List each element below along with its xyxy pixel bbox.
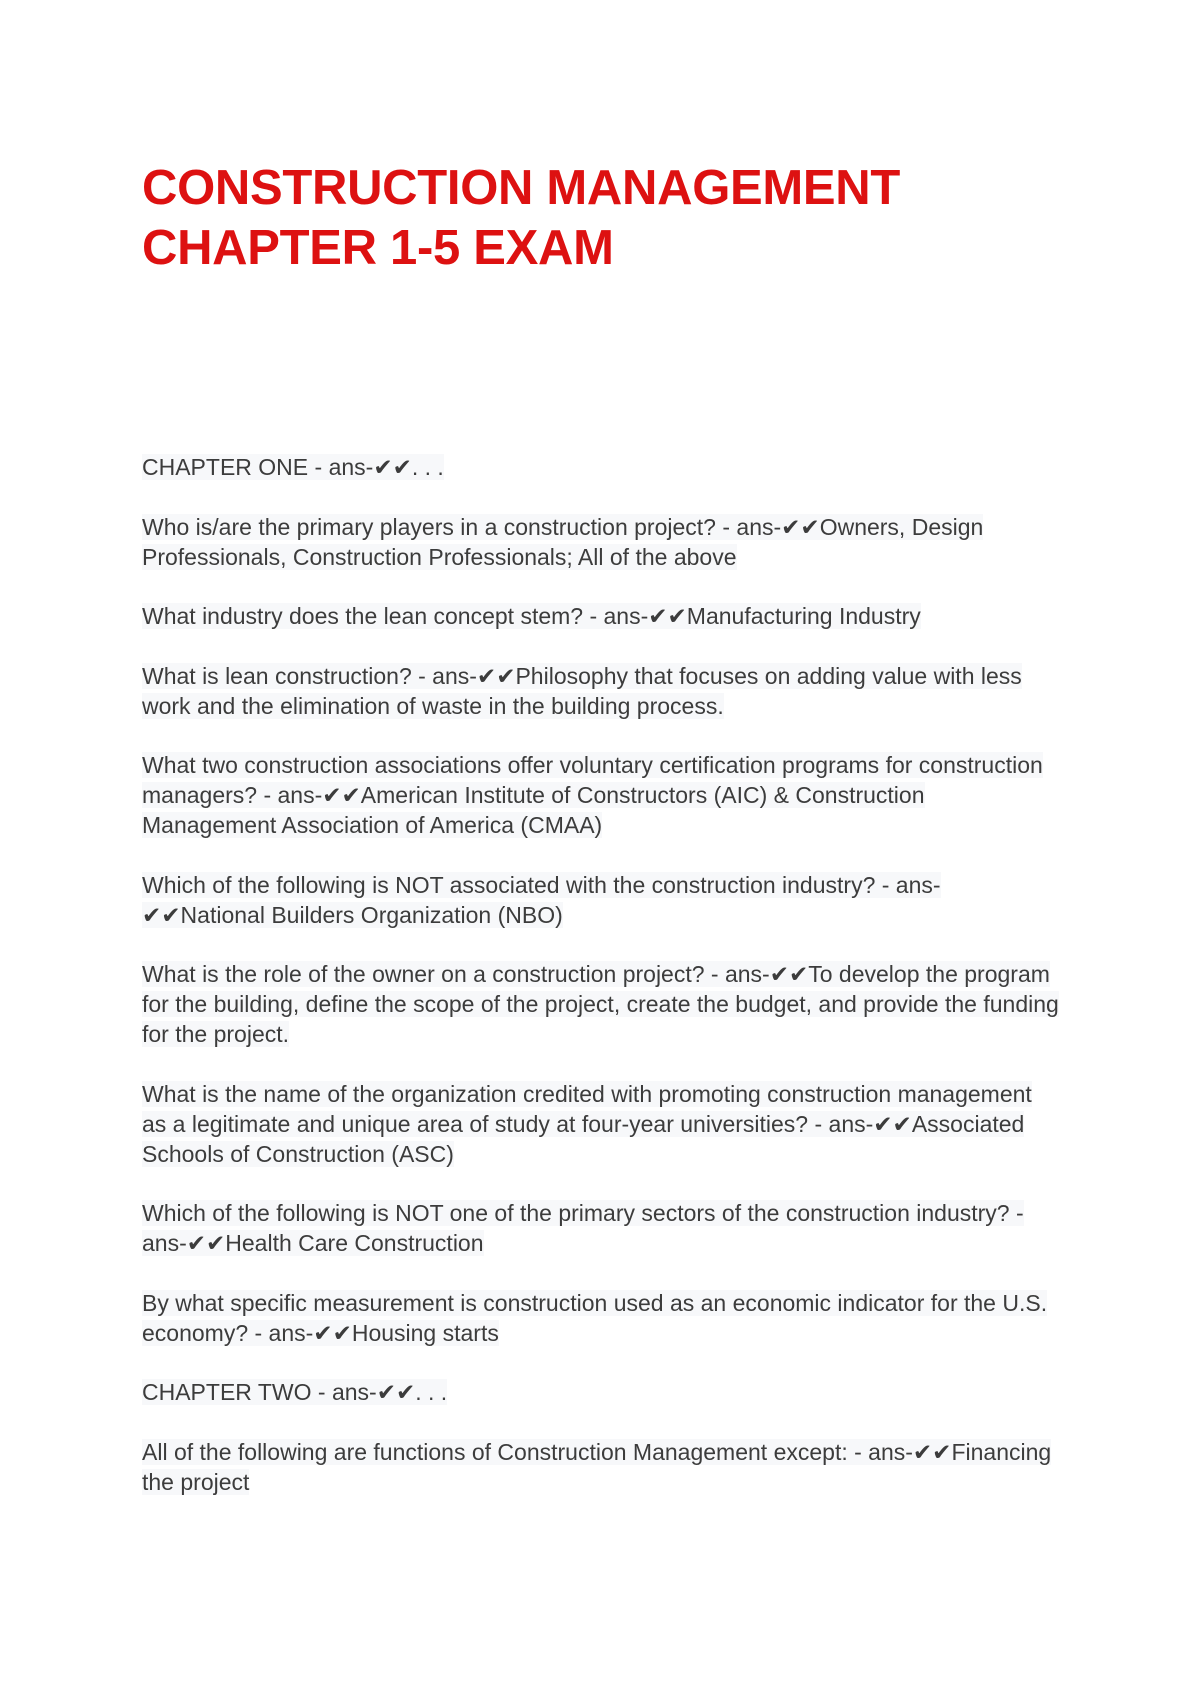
qa-text: What is the name of the organization credited with promoting construction management as a legitimate and unique area of study at four-year universities? - ans-✔✔Associated Schools of Construction (ASC) [142, 1080, 1032, 1167]
chapter-heading-one [142, 452, 1062, 482]
qa-item [142, 601, 1062, 631]
question-answer-list [142, 452, 1062, 1526]
qa-text: All of the following are functions of Construction Management except: - ans-✔✔Financing the project [142, 1438, 1052, 1495]
chapter-heading-two [142, 1377, 1062, 1407]
document-title [142, 158, 1042, 278]
qa-text: Which of the following is NOT associated with the construction industry? - ans-✔✔National Builders Organization (NBO) [142, 871, 941, 928]
qa-text: By what specific measurement is construction used as an economic indicator for the U.S. economy? - ans-✔✔Housing starts [142, 1289, 1048, 1346]
title-line-1: CONSTRUCTION MANAGEMENT [142, 161, 901, 215]
qa-text: What industry does the lean concept stem? - ans-✔✔Manufacturing Industry [142, 603, 921, 629]
qa-text: CHAPTER TWO - ans-✔✔. . . [142, 1379, 448, 1405]
qa-item [142, 661, 1062, 721]
qa-text: What is the role of the owner on a construction project? - ans-✔✔To develop the program for the building, define the scope of the project, create the budget, and provide the funding for the project. [142, 961, 1059, 1047]
qa-item [142, 1288, 1062, 1348]
qa-text: CHAPTER ONE - ans-✔✔. . . [142, 454, 444, 480]
qa-text: What two construction associations offer voluntary certification programs for construction managers? - ans-✔✔American Institute of Constructors (AIC) & Construction Management Association of America (CMAA) [142, 752, 1043, 838]
qa-text: Which of the following is NOT one of the primary sectors of the construction industry? - ans-✔✔Health Care Construction [142, 1200, 1024, 1256]
qa-item [142, 1079, 1062, 1169]
qa-item [142, 1437, 1062, 1497]
qa-item [142, 959, 1062, 1049]
qa-text: What is lean construction? - ans-✔✔Philosophy that focuses on adding value with less work and the elimination of waste in the building process. [142, 662, 1022, 719]
qa-item [142, 1198, 1062, 1258]
qa-item [142, 512, 1062, 572]
qa-item [142, 870, 1062, 930]
qa-item [142, 750, 1062, 840]
title-line-2: CHAPTER 1-5 EXAM [142, 221, 614, 275]
qa-text: Who is/are the primary players in a construction project? - ans-✔✔Owners, Design Professionals, Construction Professionals; All of the above [142, 513, 984, 570]
